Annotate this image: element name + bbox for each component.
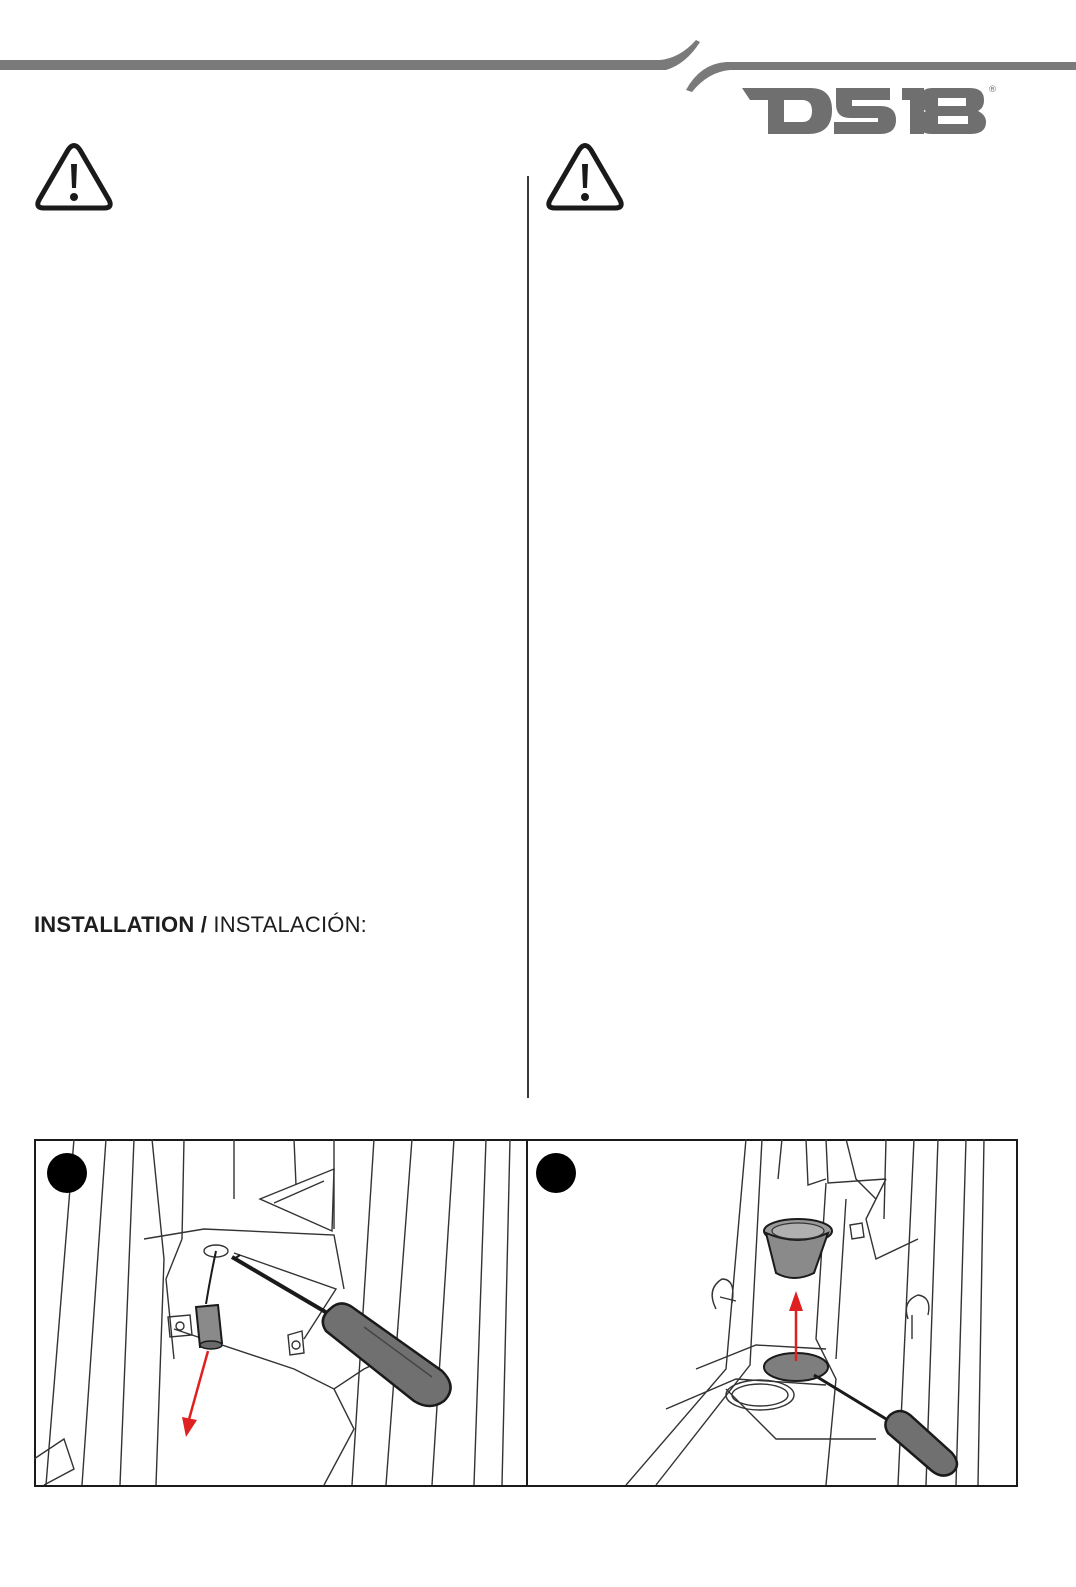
svg-text:1: 1 bbox=[58, 1160, 76, 1188]
warning-triangle-icon bbox=[34, 142, 114, 214]
installation-heading bbox=[34, 912, 367, 938]
step-2-badge bbox=[536, 1153, 576, 1193]
installation-heading-es: INSTALACIÓN: bbox=[213, 912, 367, 937]
step-1-illustration bbox=[34, 1139, 528, 1487]
svg-text:®: ® bbox=[988, 85, 997, 95]
step-2-illustration bbox=[526, 1139, 1020, 1487]
warning-triangle-icon bbox=[545, 142, 625, 214]
step-1-badge bbox=[47, 1153, 87, 1193]
column-divider bbox=[527, 176, 529, 1098]
ds18-logo bbox=[740, 80, 1000, 140]
installation-heading-en: INSTALLATION / bbox=[34, 912, 208, 937]
